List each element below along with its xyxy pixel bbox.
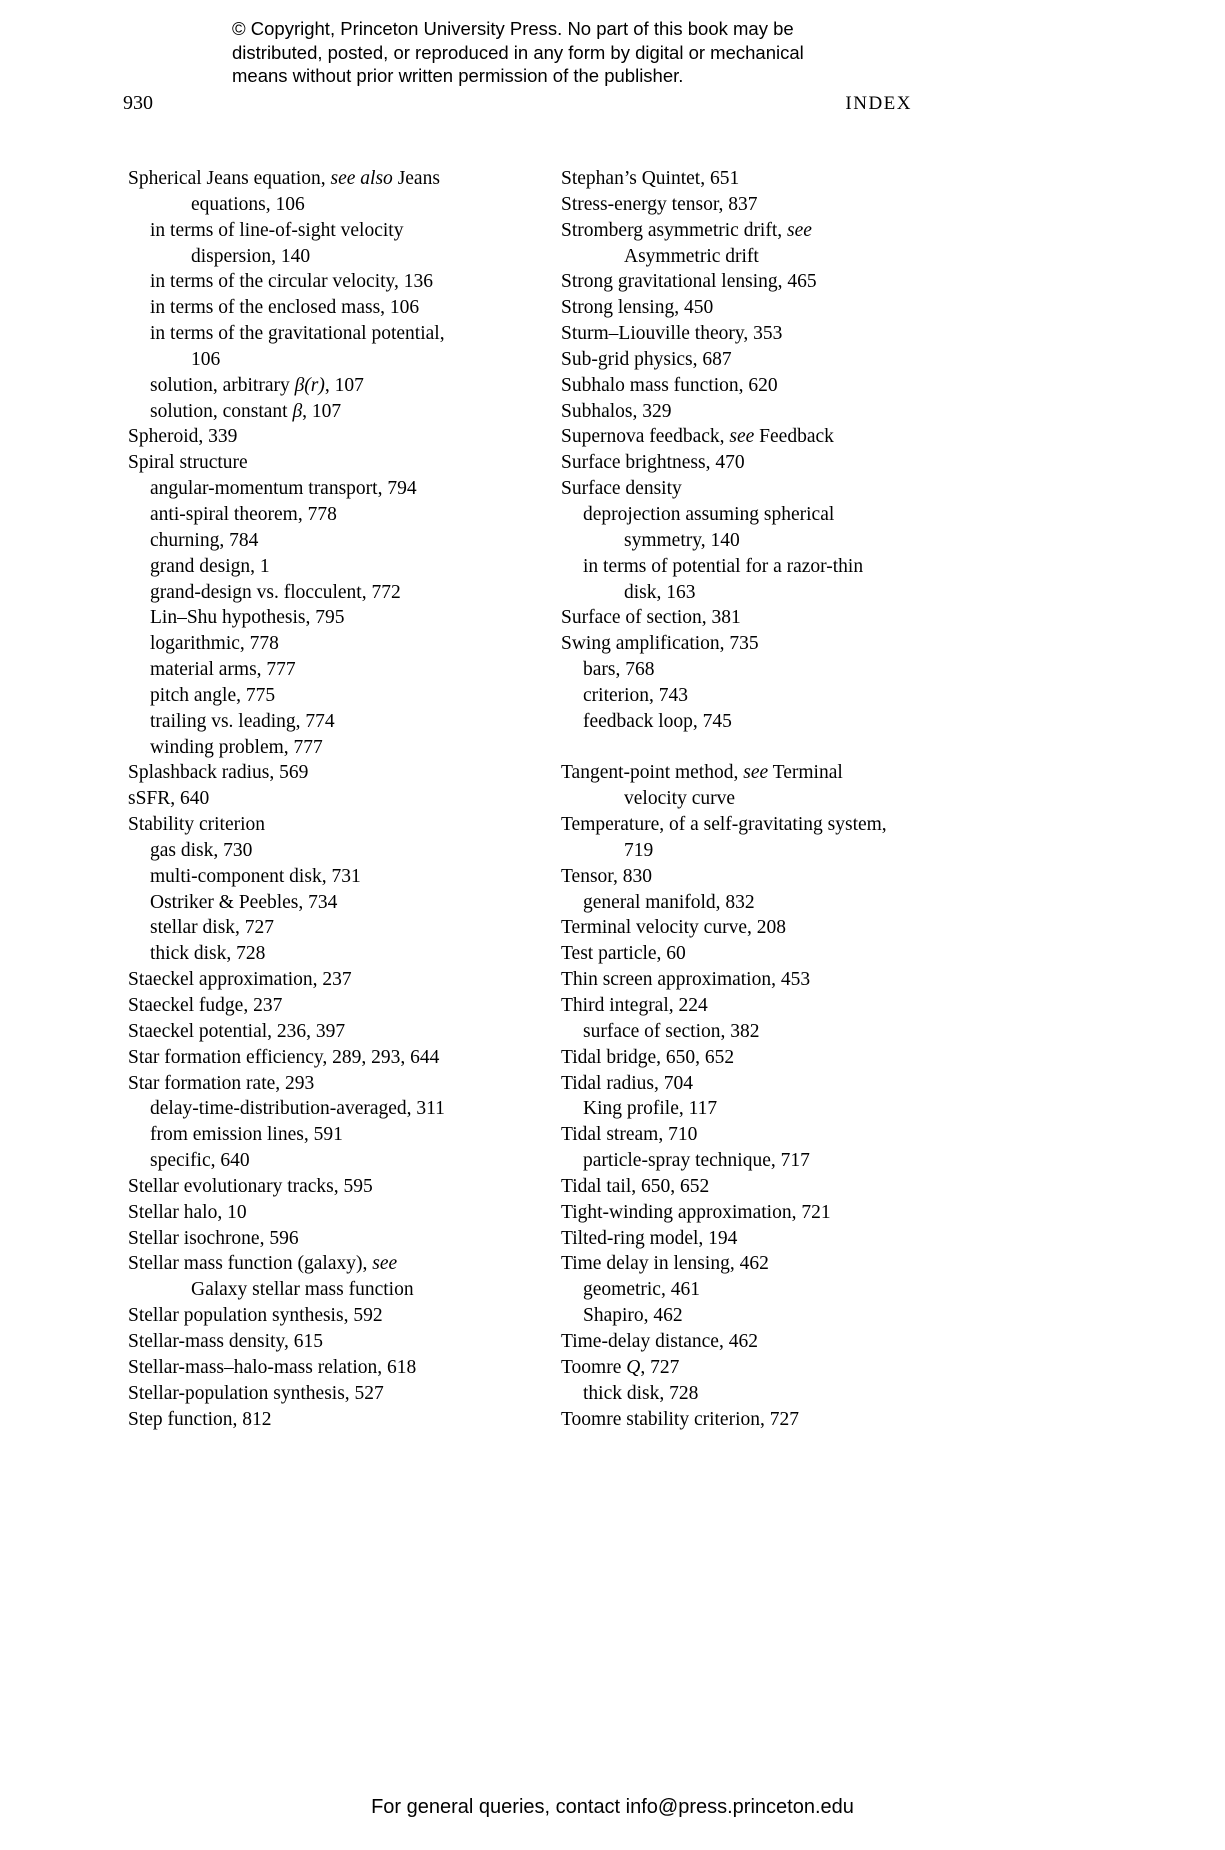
page-header: [123, 92, 912, 115]
index-entry: logarithmic, 778: [150, 633, 279, 655]
index-entry: Splashback radius, 569: [128, 762, 309, 784]
index-entry: delay-time-distribution-averaged, 311: [150, 1098, 445, 1120]
index-entry: Third integral, 224: [561, 995, 708, 1016]
index-entry: Surface density: [561, 478, 682, 500]
index-entry: 106: [191, 348, 221, 370]
index-entry: Terminal velocity curve, 208: [561, 917, 786, 939]
index-entry: Subhalo mass function, 620: [561, 374, 778, 396]
index-entry: Tidal stream, 710: [561, 1124, 698, 1146]
index-entry: Ostriker & Peebles, 734: [150, 891, 338, 913]
index-entry: velocity curve: [624, 788, 735, 810]
index-entry: in terms of the enclosed mass, 106: [150, 297, 420, 319]
copyright-line: © Copyright, Princeton University Press. No part of this book may be: [232, 18, 794, 39]
index-entry: disk, 163: [624, 581, 696, 603]
index-entry: Supernova feedback, see Feedback: [561, 426, 834, 448]
index-entry: Tidal bridge, 650, 652: [561, 1046, 735, 1068]
index-entry: Surface brightness, 470: [561, 452, 745, 474]
index-entry: Stress-energy tensor, 837: [561, 193, 758, 215]
index-entry: Staeckel potential, 236, 397: [128, 1020, 346, 1042]
index-entry: Shapiro, 462: [583, 1305, 683, 1327]
index-entry: 719: [624, 839, 654, 861]
index-entry: Tensor, 830: [561, 865, 653, 887]
index-entry: Step function, 812: [128, 1408, 272, 1430]
index-entry: dispersion, 140: [191, 245, 311, 267]
copyright-notice: [232, 17, 804, 88]
index-entry: multi-component disk, 731: [150, 865, 361, 887]
copyright-line: means without prior written permission of the publisher.: [232, 65, 684, 86]
index-entry: Thin screen approximation, 453: [561, 969, 811, 991]
index-entry: criterion, 743: [583, 684, 689, 706]
index-column-left: [128, 166, 528, 1432]
index-entry: Stellar halo, 10: [128, 1201, 247, 1223]
copyright-line: distributed, posted, or reproduced in any form by digital or mechanical: [232, 41, 804, 63]
index-entry: Staeckel approximation, 237: [128, 969, 352, 991]
index-entry: Stability criterion: [128, 814, 266, 836]
index-entry: in terms of the circular velocity, 136: [150, 271, 434, 293]
index-entry: Stellar-mass–halo-mass relation, 618: [128, 1356, 417, 1378]
index-entry: Temperature, of a self-gravitating system,: [561, 814, 887, 836]
index-entry: Stephan’s Quintet, 651: [561, 168, 740, 189]
index-entry: Spiral structure: [128, 452, 248, 474]
index-entry: in terms of potential for a razor-thin: [583, 555, 864, 577]
index-entry: material arms, 777: [150, 659, 296, 681]
index-entry: grand design, 1: [150, 555, 270, 577]
index-entry: Spherical Jeans equation, see also Jeans: [128, 168, 440, 189]
index-entry: Galaxy stellar mass function: [191, 1279, 414, 1301]
index-entry: Sturm–Liouville theory, 353: [561, 323, 783, 345]
index-body: [128, 166, 1001, 1432]
index-column-right: [561, 166, 1001, 1432]
index-entry: Stellar isochrone, 596: [128, 1227, 299, 1249]
index-entry: Time-delay distance, 462: [561, 1330, 758, 1352]
index-entry: Sub-grid physics, 687: [561, 348, 732, 370]
index-entry: Tilted-ring model, 194: [561, 1227, 738, 1249]
index-entry: angular-momentum transport, 794: [150, 478, 417, 500]
index-entry: thick disk, 728: [583, 1382, 699, 1404]
index-entry: bars, 768: [583, 659, 655, 681]
index-entry: Surface of section, 381: [561, 607, 741, 629]
index-entry: Tangent-point method, see Terminal: [561, 762, 843, 784]
index-entry: Staeckel fudge, 237: [128, 995, 283, 1016]
index-entry: deprojection assuming spherical: [583, 503, 835, 525]
index-entry: Star formation rate, 293: [128, 1072, 315, 1094]
index-entry: Stellar-mass density, 615: [128, 1330, 323, 1352]
index-entry: gas disk, 730: [150, 839, 253, 861]
index-entry: from emission lines, 591: [150, 1124, 343, 1146]
index-entry: stellar disk, 727: [150, 917, 275, 939]
footer-text: For general queries, contact info@press.princeton.edu: [371, 1796, 854, 1818]
index-entry: Stellar evolutionary tracks, 595: [128, 1175, 373, 1197]
index-entry: Strong gravitational lensing, 465: [561, 271, 817, 293]
index-entry: solution, constant β, 107: [150, 400, 342, 422]
index-entry: grand-design vs. flocculent, 772: [150, 581, 401, 603]
index-entry: Swing amplification, 735: [561, 633, 759, 655]
index-entry: in terms of line-of-sight velocity: [150, 219, 404, 241]
running-head-index-title: INDEX: [845, 93, 912, 114]
index-entry: geometric, 461: [583, 1279, 700, 1301]
index-entry: solution, arbitrary β(r), 107: [150, 374, 364, 396]
index-entry: particle-spray technique, 717: [583, 1150, 810, 1172]
index-entry: specific, 640: [150, 1150, 250, 1172]
index-entry: Strong lensing, 450: [561, 297, 714, 319]
index-entry: Toomre Q, 727: [561, 1356, 680, 1378]
index-entry: Stellar-population synthesis, 527: [128, 1382, 384, 1404]
index-entry: Lin–Shu hypothesis, 795: [150, 607, 345, 629]
index-entry: Subhalos, 329: [561, 400, 672, 422]
index-entry: King profile, 117: [583, 1098, 718, 1120]
index-entry: Stellar mass function (galaxy), see: [128, 1253, 398, 1275]
index-entry: Test particle, 60: [561, 943, 686, 965]
index-entry: [561, 735, 1001, 761]
index-entry: equations, 106: [191, 193, 305, 215]
index-entry: churning, 784: [150, 529, 259, 551]
index-entry: thick disk, 728: [150, 943, 266, 965]
page-footer: [0, 1796, 1225, 1819]
index-entry: sSFR, 640: [128, 788, 210, 810]
page-number: 930: [123, 92, 153, 114]
index-entry: in terms of the gravitational potential,: [150, 323, 445, 345]
index-entry: Stellar population synthesis, 592: [128, 1305, 383, 1327]
index-entry: Stromberg asymmetric drift, see: [561, 219, 812, 241]
index-entry: Star formation efficiency, 289, 293, 644: [128, 1046, 440, 1068]
index-entry: Asymmetric drift: [624, 245, 759, 267]
index-entry: Tidal radius, 704: [561, 1072, 693, 1094]
index-entry: trailing vs. leading, 774: [150, 710, 335, 732]
index-entry: surface of section, 382: [583, 1020, 760, 1042]
index-entry: Tidal tail, 650, 652: [561, 1175, 710, 1197]
index-entry: Toomre stability criterion, 727: [561, 1408, 799, 1430]
index-entry: pitch angle, 775: [150, 684, 276, 706]
index-entry: Time delay in lensing, 462: [561, 1253, 769, 1275]
index-entry: winding problem, 777: [150, 736, 323, 758]
index-entry: anti-spiral theorem, 778: [150, 503, 337, 525]
index-entry: Spheroid, 339: [128, 426, 238, 448]
index-entry: feedback loop, 745: [583, 710, 732, 732]
index-entry: Tight-winding approximation, 721: [561, 1201, 831, 1223]
index-entry: general manifold, 832: [583, 891, 755, 913]
index-entry: symmetry, 140: [624, 529, 740, 551]
